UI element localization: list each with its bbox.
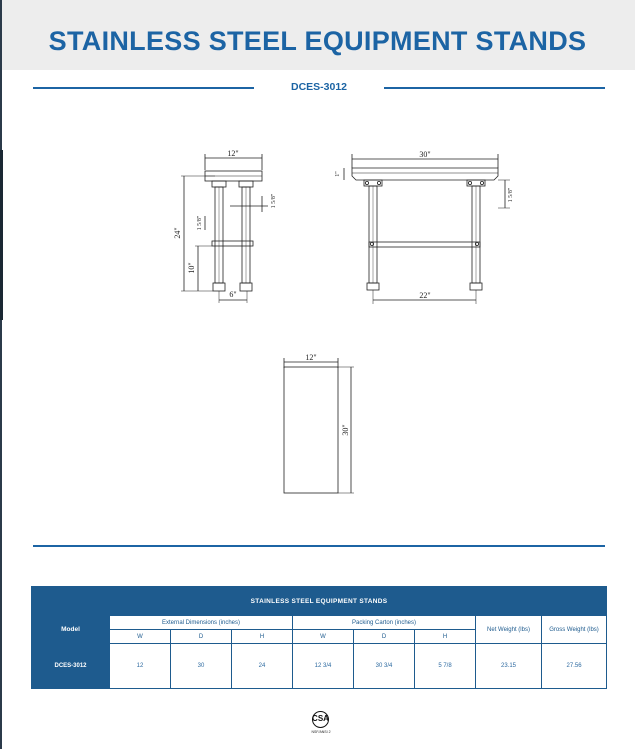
side-small-label-b: 1 5/8" (271, 193, 277, 209)
section-divider (33, 545, 605, 547)
side-shelf-height-label: 10" (187, 262, 196, 274)
certification-mark (309, 711, 333, 741)
external-dimensions-header: External Dimensions (inches) (110, 616, 293, 630)
front-leg-spacing-label: 22" (419, 291, 431, 300)
spec-table (31, 586, 607, 689)
packing-carton-header: Packing Carton (inches) (293, 616, 476, 630)
row-pack-d: 30 3/4 (354, 644, 415, 689)
side-small-label-a: 1 5/8" (197, 215, 203, 231)
page-title: STAINLESS STEEL EQUIPMENT STANDS (48, 26, 587, 56)
side-view (173, 149, 277, 303)
row-gross-weight: 27.56 (542, 644, 607, 689)
side-height-label: 24" (173, 227, 182, 239)
ext-d-header: D (171, 630, 232, 644)
row-net-weight: 23.15 (476, 644, 542, 689)
model-column-header: Model (32, 616, 110, 644)
spec-table-caption: STAINLESS STEEL EQUIPMENT STANDS (32, 587, 607, 616)
row-ext-w: 12 (110, 644, 171, 689)
row-ext-d: 30 (171, 644, 232, 689)
front-width-label: 30" (419, 150, 431, 159)
top-depth-label: 30" (341, 424, 350, 436)
row-pack-w: 12 3/4 (293, 644, 354, 689)
table-row (32, 644, 607, 689)
row-ext-h: 24 (232, 644, 293, 689)
ext-h-header: H (232, 630, 293, 644)
pack-w-header: W (293, 630, 354, 644)
pack-d-header: D (354, 630, 415, 644)
model-code: DCES-3012 (290, 81, 348, 93)
front-top-thickness-label: 1" (335, 171, 341, 177)
gross-weight-header: Gross Weight (lbs) (542, 616, 607, 644)
ext-w-header: W (110, 630, 171, 644)
certification-mark-label: CSA (312, 714, 329, 723)
row-model: DCES-3012 (32, 644, 110, 689)
side-leg-spacing-label: 6" (229, 290, 237, 299)
front-view (335, 150, 514, 304)
top-width-label: 12" (305, 353, 317, 362)
row-pack-h: 5 7/8 (415, 644, 476, 689)
pack-h-header: H (415, 630, 476, 644)
top-view (284, 353, 354, 493)
net-weight-header: Net Weight (lbs) (476, 616, 542, 644)
front-backsplash-label: 1 5/8" (508, 187, 514, 203)
side-width-label: 12" (227, 149, 239, 158)
certification-caption: NSF/ANSI 2 (311, 730, 331, 734)
